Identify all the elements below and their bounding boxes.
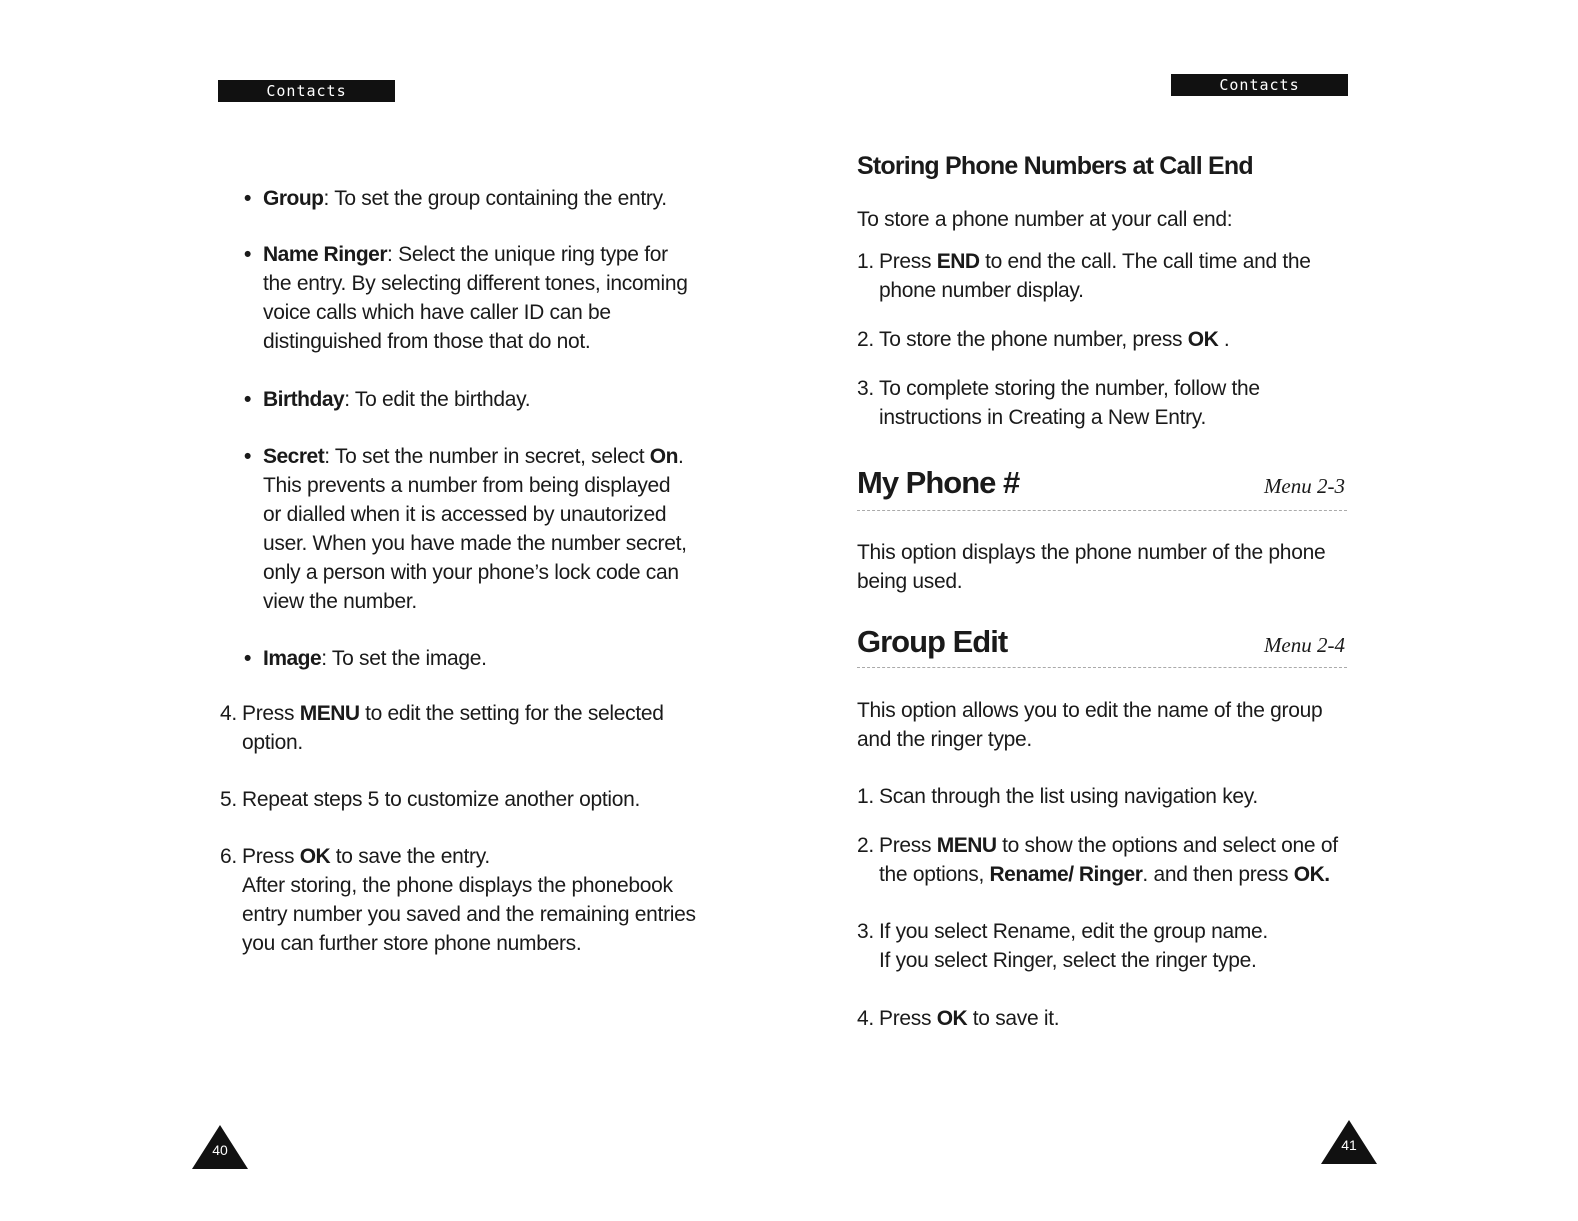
step-text: Press (242, 702, 300, 725)
bullet-text: : To set the number in secret, select (324, 445, 650, 468)
left-header-tab: Contacts (218, 80, 395, 102)
step-text: Repeat steps 5 to customize another option. (242, 788, 641, 811)
bullet-dot-icon: • (244, 388, 252, 411)
step-text-after: to show the options and select one of the options, (879, 834, 1338, 886)
step-key: OK. (1293, 863, 1330, 886)
step-number: 1. (857, 785, 874, 808)
group-edit-step-4 (857, 1004, 1357, 1033)
bullet-term: Group (263, 187, 324, 210)
step-5 (220, 785, 720, 814)
step-key: OK (936, 1007, 968, 1030)
step-number: 6. (220, 845, 237, 868)
step-6 (220, 842, 720, 958)
step-4 (220, 699, 690, 757)
bullet-term: Secret (263, 445, 325, 468)
section-intro: To store a phone number at your call end: (857, 208, 1233, 231)
bullet-term: Image (263, 647, 322, 670)
storing-step-2 (857, 325, 1357, 354)
bullet-term: Birthday (263, 388, 345, 411)
right-header-tab: Contacts (1171, 74, 1348, 96)
section-title-my-phone: My Phone # (857, 465, 1020, 500)
bullet-group (244, 184, 708, 213)
bullet-birthday (244, 385, 708, 414)
step-key: MENU (299, 702, 360, 725)
step-text-after: to edit the setting for the selected option. (242, 702, 664, 754)
menu-reference: Menu 2-4 (1263, 633, 1345, 657)
step-number: 5. (220, 788, 237, 811)
storing-step-1 (857, 247, 1327, 305)
section-divider (857, 667, 1347, 668)
bullet-text: : To edit the birthday. (344, 388, 531, 411)
bullet-term: Name Ringer (263, 243, 388, 266)
step-text-after: to save it. (967, 1007, 1060, 1030)
step-text-after: to save the entry. (330, 845, 490, 868)
group-edit-step-2 (857, 831, 1347, 889)
bullet-name-ringer (244, 240, 698, 356)
step-key: OK (1187, 328, 1219, 351)
step-text: To store the phone number, press (879, 328, 1188, 351)
bullet-secret (244, 442, 693, 616)
step-option: Rename/ Ringer (989, 863, 1143, 886)
section-divider (857, 510, 1347, 511)
bullet-text: : To set the group containing the entry. (323, 187, 667, 210)
step-number: 2. (857, 328, 874, 351)
section-description: This option allows you to edit the name of the group and the ringer type. (857, 699, 1323, 751)
step-text: Press (242, 845, 300, 868)
step-key: MENU (936, 834, 997, 857)
right-page (789, 0, 1578, 1221)
step-number: 1. (857, 250, 874, 273)
step-text: Press (879, 250, 937, 273)
bullet-text-continued: . This prevents a number from being displayed or dialled when it is accessed by unautorized user. When you have made the number secret, only a person with your phone’s lock code can view the number. (263, 445, 687, 613)
step-number: 4. (857, 1007, 874, 1030)
step-text: To complete storing the number, follow the instructions in Creating a New Entry. (879, 377, 1260, 429)
page-number: 41 (1341, 1137, 1357, 1153)
section-title-storing: Storing Phone Numbers at Call End (857, 152, 1253, 180)
step-text-after: . and then press (1142, 863, 1294, 886)
step-number: 3. (857, 377, 874, 400)
step-number: 3. (857, 920, 874, 943)
storing-step-3 (857, 374, 1297, 432)
bullet-text: : Select the unique ring type for the entry. By selecting different tones, incoming voice calls which have caller ID can be distinguished from those that do not. (263, 243, 688, 353)
step-text: Scan through the list using navigation key. (879, 785, 1258, 808)
step-note: After storing, the phone displays the phonebook entry number you saved and the remaining entries you can further store phone numbers. (242, 874, 696, 955)
section-title-group-edit: Group Edit (857, 624, 1008, 659)
menu-reference: Menu 2-3 (1263, 474, 1345, 498)
bullet-extra-bold: On (649, 445, 678, 468)
bullet-dot-icon: • (244, 243, 252, 266)
bullet-text: : To set the image. (321, 647, 487, 670)
step-key: OK (299, 845, 331, 868)
step-key: END (936, 250, 980, 273)
step-number: 2. (857, 834, 874, 857)
bullet-dot-icon: • (244, 647, 252, 670)
step-text: If you select Rename, edit the group name. (879, 920, 1268, 943)
bullet-dot-icon: • (244, 445, 252, 468)
step-text-after: to end the call. The call time and the phone number display. (879, 250, 1311, 302)
step-note: If you select Ringer, select the ringer type. (879, 949, 1257, 972)
step-text: Press (879, 834, 937, 857)
page-number: 40 (212, 1142, 228, 1158)
step-text: Press (879, 1007, 937, 1030)
group-edit-step-1 (857, 782, 1357, 811)
section-description: This option displays the phone number of the phone being used. (857, 541, 1326, 593)
step-number: 4. (220, 702, 237, 725)
step-text-after: . (1218, 328, 1230, 351)
bullet-image (244, 644, 708, 673)
group-edit-step-3 (857, 917, 1357, 975)
bullet-dot-icon: • (244, 187, 252, 210)
